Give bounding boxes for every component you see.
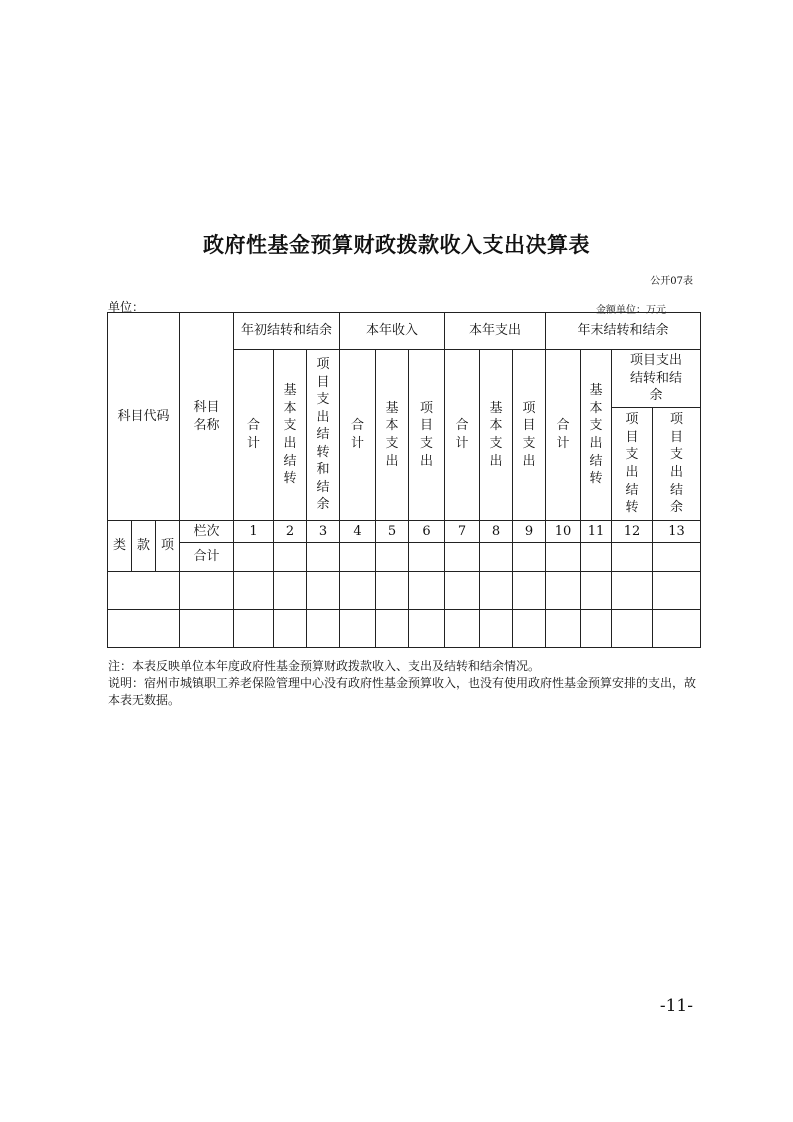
- table-row: [108, 572, 701, 610]
- header-income-basic: 基本支出: [376, 350, 409, 521]
- table-cell: [307, 572, 340, 610]
- col-no-5: 5: [376, 521, 409, 543]
- header-end-total: 合计: [546, 350, 581, 521]
- col-no-4: 4: [340, 521, 376, 543]
- header-group-end: 年末结转和结余: [546, 313, 701, 350]
- header-subject-name: 科目名称: [180, 313, 234, 521]
- header-income-project: 项目支出: [409, 350, 445, 521]
- table-cell: [581, 610, 612, 648]
- table-cell: [180, 572, 234, 610]
- col-no-10: 10: [546, 521, 581, 543]
- table-cell: [409, 572, 445, 610]
- header-end-basic: 基本支出结转: [581, 350, 612, 521]
- col-no-11: 11: [581, 521, 612, 543]
- table-cell: [274, 572, 307, 610]
- header-end-project-balance: 项目支出结余: [653, 408, 701, 521]
- col-no-8: 8: [480, 521, 513, 543]
- footer-notes: [108, 658, 698, 709]
- header-income-total: 合计: [340, 350, 376, 521]
- col-no-7: 7: [445, 521, 480, 543]
- form-number: 公开07表: [650, 276, 693, 287]
- table-cell: [546, 543, 581, 572]
- table-cell: [581, 572, 612, 610]
- table-cell: [376, 610, 409, 648]
- header-item: 项: [156, 521, 180, 572]
- table-cell: [274, 610, 307, 648]
- table-cell: [307, 543, 340, 572]
- col-no-1: 1: [234, 521, 274, 543]
- table-cell: [445, 543, 480, 572]
- table-cell: [480, 543, 513, 572]
- page-number: -11-: [659, 996, 693, 1016]
- header-class: 类: [108, 521, 132, 572]
- table-cell: [376, 543, 409, 572]
- table-cell: [340, 572, 376, 610]
- table-cell: [274, 543, 307, 572]
- header-end-project-carry: 项目支出结转: [612, 408, 653, 521]
- table-cell: [653, 610, 701, 648]
- col-no-3: 3: [307, 521, 340, 543]
- header-group-expense: 本年支出: [445, 313, 546, 350]
- table-cell: [180, 610, 234, 648]
- header-begin-basic: 基本支出结转: [274, 350, 307, 521]
- table-cell: [612, 543, 653, 572]
- money-unit-label: 金额单位：万元: [596, 305, 666, 316]
- table-cell: [581, 543, 612, 572]
- table-cell: [307, 610, 340, 648]
- header-expense-project: 项目支出: [513, 350, 546, 521]
- table-cell: [445, 610, 480, 648]
- table-cell: [546, 572, 581, 610]
- header-section: 款: [132, 521, 156, 572]
- header-expense-basic: 基本支出: [480, 350, 513, 521]
- header-end-project-group: 项目支出结转和结余: [612, 350, 701, 408]
- unit-label: 单位：: [108, 300, 145, 314]
- table-row: [108, 610, 701, 648]
- note-text: 注：本表反映单位本年度政府性基金预算财政拨款收入、支出及结转和结余情况。: [108, 659, 541, 673]
- table-cell: [445, 572, 480, 610]
- table-cell: [546, 610, 581, 648]
- table-cell: [480, 610, 513, 648]
- col-no-13: 13: [653, 521, 701, 543]
- table-cell: [409, 610, 445, 648]
- table-cell: [108, 610, 180, 648]
- table-cell: [234, 572, 274, 610]
- row-total-label: 合计: [180, 543, 234, 572]
- row-column-no-label: 栏次: [180, 521, 234, 543]
- table-cell: [653, 572, 701, 610]
- table-cell: [480, 572, 513, 610]
- header-begin-total: 合计: [234, 350, 274, 521]
- table-cell: [513, 610, 546, 648]
- header-group-income: 本年收入: [340, 313, 445, 350]
- col-no-12: 12: [612, 521, 653, 543]
- page-title: 政府性基金预算财政拨款收入支出决算表: [203, 233, 590, 257]
- table-cell: [653, 543, 701, 572]
- table-cell: [409, 543, 445, 572]
- col-no-9: 9: [513, 521, 546, 543]
- col-no-2: 2: [274, 521, 307, 543]
- header-begin-project: 项目支出结转和结余: [307, 350, 340, 521]
- explanation-text: 说明：宿州市城镇职工养老保险管理中心没有政府性基金预算收入，也没有使用政府性基金预算安排的支出，故本表无数据。: [108, 676, 697, 707]
- table-cell: [340, 543, 376, 572]
- table-cell: [108, 572, 180, 610]
- table-cell: [234, 543, 274, 572]
- budget-table: [107, 312, 701, 648]
- table-cell: [513, 543, 546, 572]
- table-cell: [376, 572, 409, 610]
- table-cell: [513, 572, 546, 610]
- table-cell: [612, 610, 653, 648]
- table-cell: [234, 610, 274, 648]
- header-subject-code: 科目代码: [108, 313, 180, 521]
- table-cell: [612, 572, 653, 610]
- col-no-6: 6: [409, 521, 445, 543]
- table-cell: [340, 610, 376, 648]
- header-expense-total: 合计: [445, 350, 480, 521]
- header-group-begin: 年初结转和结余: [234, 313, 340, 350]
